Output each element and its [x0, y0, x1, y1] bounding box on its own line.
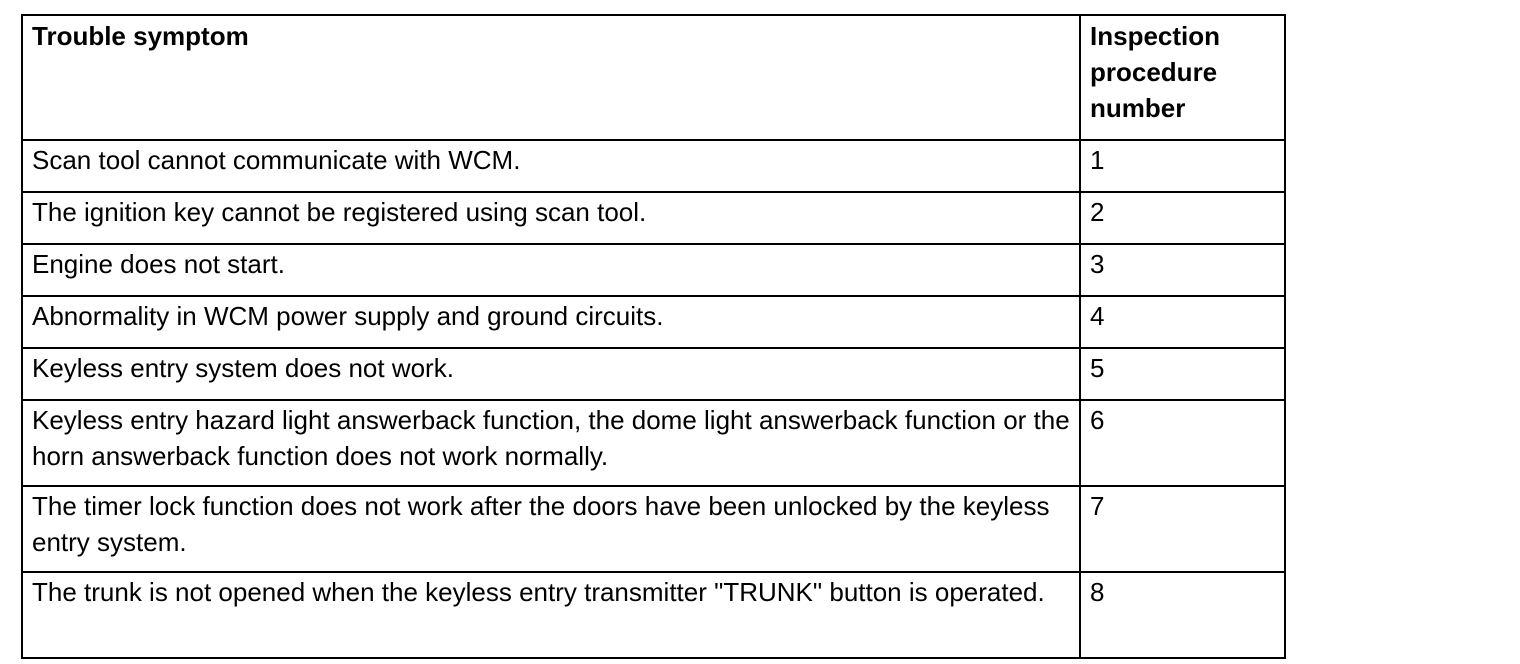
header-line: procedure [1090, 57, 1218, 87]
symptom-cell: The ignition key cannot be registered using scan tool. [22, 192, 1080, 244]
table-row [22, 140, 1285, 192]
header-line: Inspection [1090, 21, 1221, 51]
table-row [22, 348, 1285, 400]
symptom-cell: Keyless entry hazard light answerback function, the dome light answerback function or the horn answerback function does not work normally. [22, 400, 1080, 486]
header-line: number [1090, 93, 1186, 123]
table-row [22, 296, 1285, 348]
symptom-cell: Abnormality in WCM power supply and ground circuits. [22, 296, 1080, 348]
procedure-number-cell: 1 [1080, 140, 1285, 192]
symptom-cell: Scan tool cannot communicate with WCM. [22, 140, 1080, 192]
table-row [22, 400, 1285, 486]
table-row [22, 192, 1285, 244]
procedure-number-cell: 3 [1080, 244, 1285, 296]
table-row [22, 572, 1285, 658]
procedure-number-cell: 8 [1080, 572, 1285, 658]
procedure-number-cell: 4 [1080, 296, 1285, 348]
procedure-number-cell: 5 [1080, 348, 1285, 400]
procedure-number-cell: 7 [1080, 486, 1285, 572]
header-inspection-procedure-number [1080, 15, 1285, 140]
header-trouble-symptom: Trouble symptom [22, 15, 1080, 140]
symptom-cell: The trunk is not opened when the keyless entry transmitter "TRUNK" button is operated. [22, 572, 1080, 658]
procedure-number-cell: 6 [1080, 400, 1285, 486]
symptom-cell: The timer lock function does not work after the doors have been unlocked by the keyless entry system. [22, 486, 1080, 572]
procedure-number-cell: 2 [1080, 192, 1285, 244]
table-row [22, 244, 1285, 296]
table-header-row [22, 15, 1285, 140]
table-row [22, 486, 1285, 572]
trouble-symptom-table [21, 14, 1286, 659]
symptom-cell: Keyless entry system does not work. [22, 348, 1080, 400]
symptom-cell: Engine does not start. [22, 244, 1080, 296]
